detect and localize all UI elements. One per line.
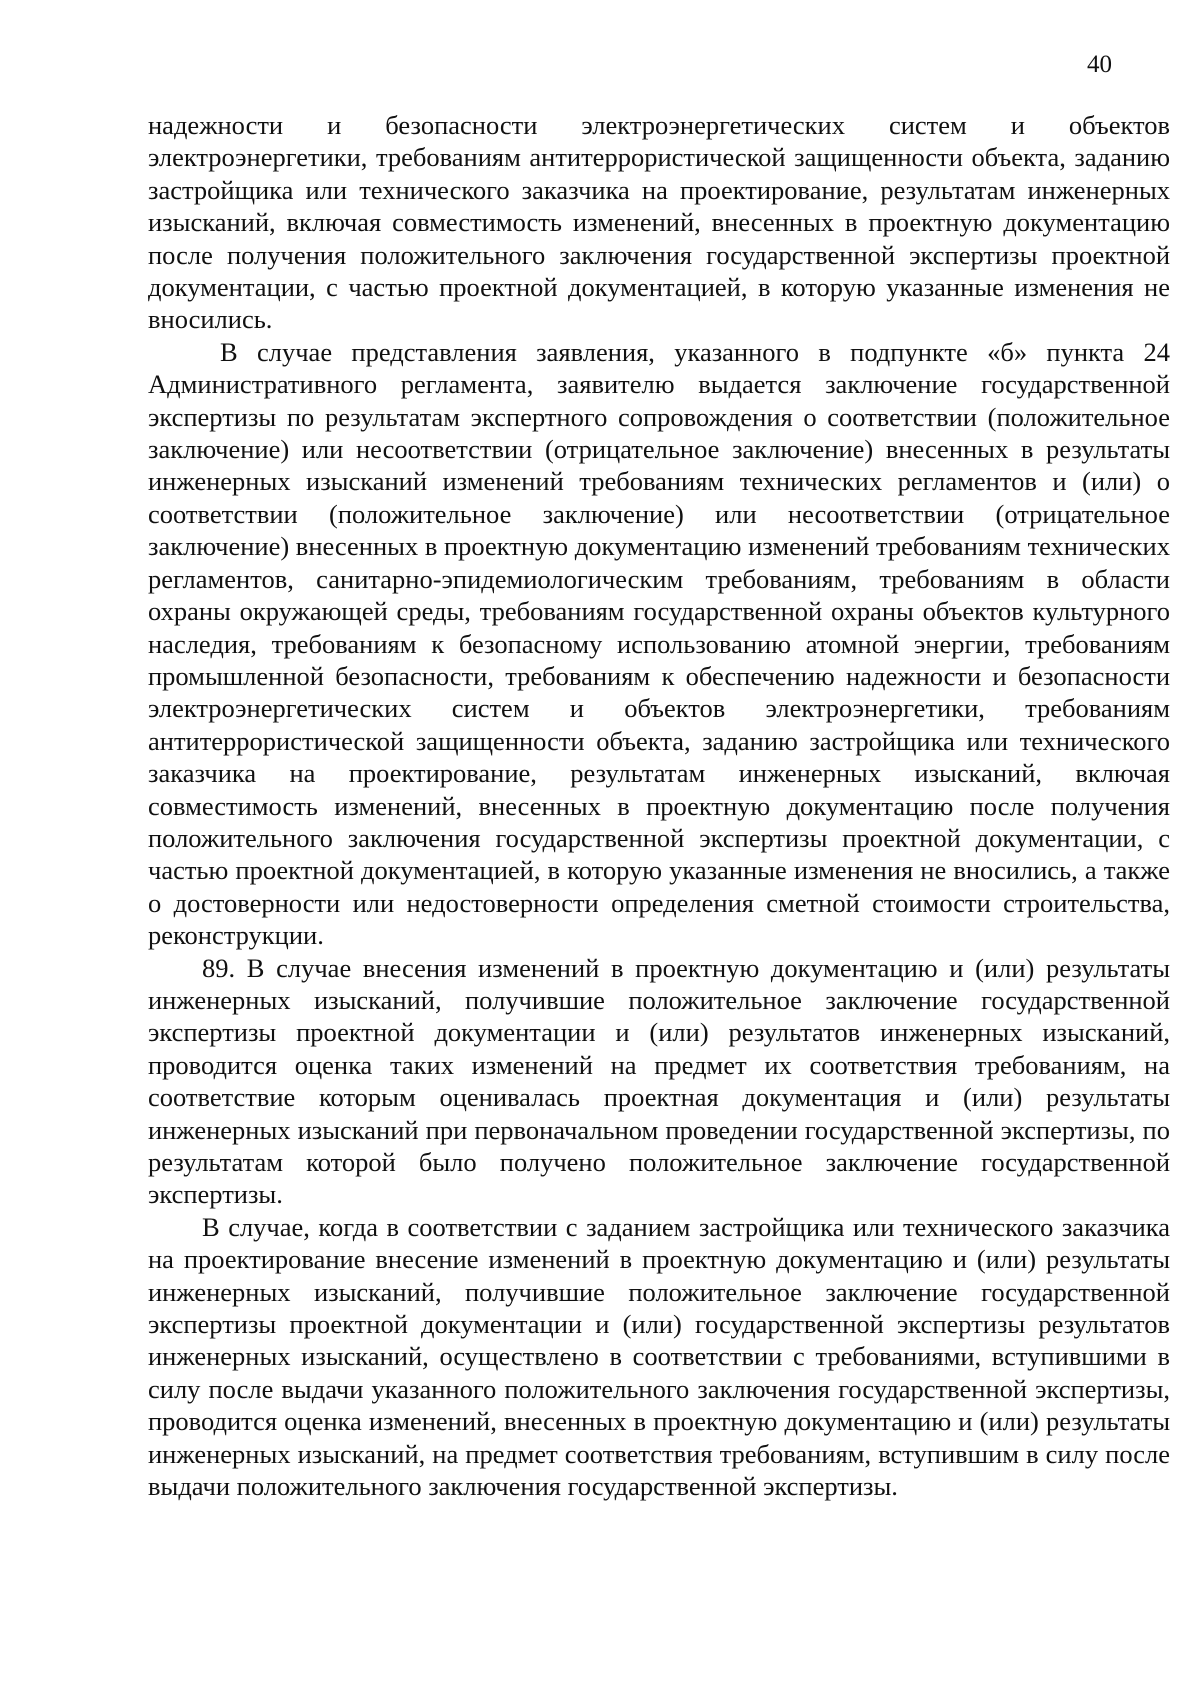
paragraph-changes-case: В случае, когда в соответствии с заданием застройщика или технического заказчика на проектирование внесение изменений в проектную документацию и (или) результаты инженерных изысканий, получившие положительное заключение государственной экспертизы проектной документации и (или) государственной экспертизы результатов инженерных изысканий, осуществлено в соответствии с требованиями, вступившими в силу после выдачи указанного положительного заключения государственной экспертизы, проводится оценка изменений, внесенных в проектную документацию и (или) результаты инженерных изысканий, на предмет соответствия требованиям, вступившим в силу после выдачи положительного заключения государственной экспертизы. bbox=[148, 1211, 1170, 1502]
paragraph-item-89: 89. В случае внесения изменений в проектную документацию и (или) результаты инженерных изысканий, получившие положительное заключение государственной экспертизы проектной документации и (или) результатов инженерных изысканий, проводится оценка таких изменений на предмет их соответствия требованиям, на соответствие которым оценивалась проектная документация и (или) результаты инженерных изысканий при первоначальном проведении государственной экспертизы, по результатам которой было получено положительное заключение государственной экспертизы. bbox=[148, 952, 1170, 1210]
page-number: 40 bbox=[1087, 51, 1112, 78]
paragraph-application-case: В случае представления заявления, указанного в подпункте «б» пункта 24 Административного регламента, заявителю выдается заключение государственной экспертизы по результатам экспертного сопровождения о соответствии (положительное заключение) или несоответствии (отрицательное заключение) внесенных в результаты инженерных изысканий изменений требованиям технических регламентов и (или) о соответствии (положительное заключение) или несоответствии (отрицательное заключение) внесенных в проектную документацию изменений требованиям технических регламентов, санитарно-эпидемиологическим требованиям, требованиям в области охраны окружающей среды, требованиям государственной охраны объектов культурного наследия, требованиям к безопасному использованию атомной энергии, требованиям промышленной безопасности, требованиям к обеспечению надежности и безопасности электроэнергетических систем и объектов электроэнергетики, требованиям антитеррористической защищенности объекта, заданию застройщика или технического заказчика на проектирование, результатам инженерных изысканий, включая совместимость изменений, внесенных в проектную документацию после получения положительного заключения государственной экспертизы проектной документации, с частью проектной документацией, в которую указанные изменения не вносились, а также о достоверности или недостоверности определения сметной стоимости строительства, реконструкции. bbox=[148, 336, 1170, 951]
document-body bbox=[148, 109, 1170, 1502]
paragraph-continuation: надежности и безопасности электроэнергетических систем и объектов электроэнергетики, требованиям антитеррористической защищенности объекта, заданию застройщика или технического заказчика на проектирование, результатам инженерных изысканий, включая совместимость изменений, внесенных в проектную документацию после получения положительного заключения государственной экспертизы проектной документации, с частью проектной документацией, в которую указанные изменения не вносились. bbox=[148, 110, 1170, 335]
